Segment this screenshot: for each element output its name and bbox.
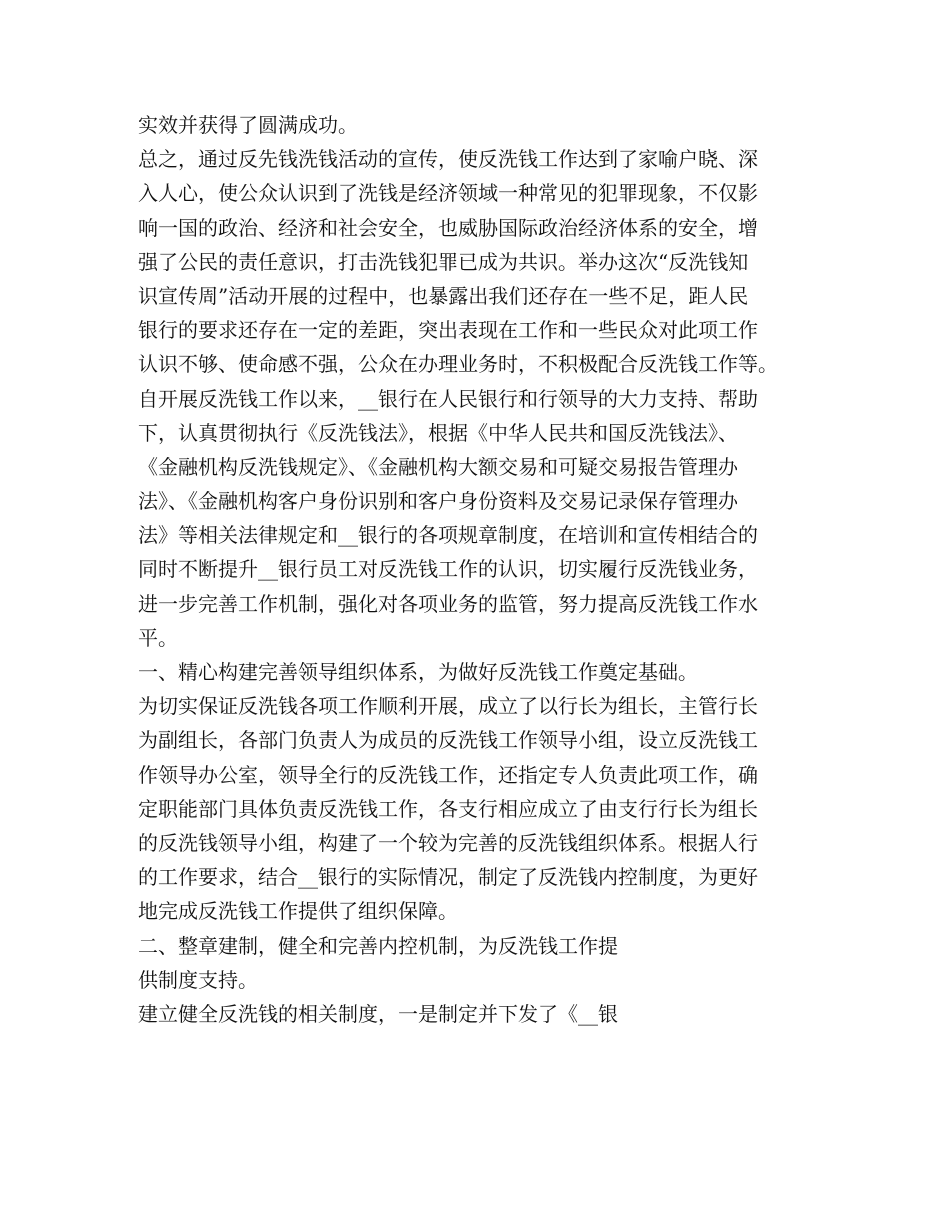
text-line: 识宣传周”活动开展的过程中，也暴露出我们还存在一些不足，距人民 — [138, 283, 749, 308]
text-line: 平。 — [138, 625, 178, 650]
text-line: 《金融机构反洗钱规定》、《金融机构大额交易和可疑交易报告管理办 — [138, 454, 738, 479]
text-line: 法》等相关法律规定和__银行的各项规章制度，在培训和宣传相结合的 — [138, 523, 758, 548]
text-line: 作领导办公室，领导全行的反洗钱工作，还指定专人负责此项工作，确 — [138, 762, 758, 787]
text-line: 强了公民的责任意识，打击洗钱犯罪已成为共识。举办这次“反洗钱知 — [138, 249, 749, 274]
text-line: 入人心，使公众认识到了洗钱是经济领域一种常见的犯罪现象，不仅影 — [138, 181, 758, 206]
text-line: 定职能部门具体负责反洗钱工作，各支行相应成立了由支行行长为组长 — [138, 796, 758, 821]
text-line: 法》、《金融机构客户身份识别和客户身份资料及交易记录保存管理办 — [138, 489, 738, 514]
text-line: 实效并获得了圆满成功。 — [138, 113, 358, 137]
text-line: 认识不够、使命感不强，公众在办理业务时，不积极配合反洗钱工作等。 — [138, 352, 778, 377]
text-line: 银行的要求还存在一定的差距，突出表现在工作和一些民众对此项工作 — [138, 318, 758, 343]
text-line: 总之，通过反先钱洗钱活动的宣传，使反洗钱工作达到了家喻户晓、深 — [138, 147, 758, 172]
text-line: 进一步完善工作机制，强化对各项业务的监管，努力提高反洗钱工作水 — [138, 591, 758, 616]
text-line: 响一国的政治、经济和社会安全，也威胁国际政治经济体系的安全，增 — [138, 215, 758, 240]
text-line: 的工作要求，结合__银行的实际情况，制定了反洗钱内控制度，为更好 — [138, 865, 758, 890]
text-line: 的反洗钱领导小组，构建了一个较为完善的反洗钱组织体系。根据人行 — [138, 830, 758, 855]
text-line: 为副组长，各部门负责人为成员的反洗钱工作领导小组，设立反洗钱工 — [138, 728, 758, 753]
section-heading: 一、精心构建完善领导组织体系，为做好反洗钱工作奠定基础。 — [138, 660, 698, 684]
text-line: 同时不断提升__银行员工对反洗钱工作的认识，切实履行反洗钱业务， — [138, 557, 758, 582]
text-line: 地完成反洗钱工作提供了组织保障。 — [138, 899, 458, 924]
document-body — [138, 108, 828, 1031]
text-line: 为切实保证反洗钱各项工作顺利开展，成立了以行长为组长，主管行长 — [138, 694, 758, 719]
section-heading: 二、整章建制，健全和完善内控机制，为反洗钱工作提 — [138, 933, 618, 958]
text-line: 下，认真贯彻执行《反洗钱法》，根据《中华人民共和国反洗钱法》、 — [138, 420, 738, 445]
text-line: 建立健全反洗钱的相关制度，一是制定并下发了《__银 — [138, 1001, 618, 1026]
section-heading: 供制度支持。 — [138, 967, 258, 992]
text-line: 自开展反洗钱工作以来，__银行在人民银行和行领导的大力支持、帮助 — [138, 386, 758, 411]
